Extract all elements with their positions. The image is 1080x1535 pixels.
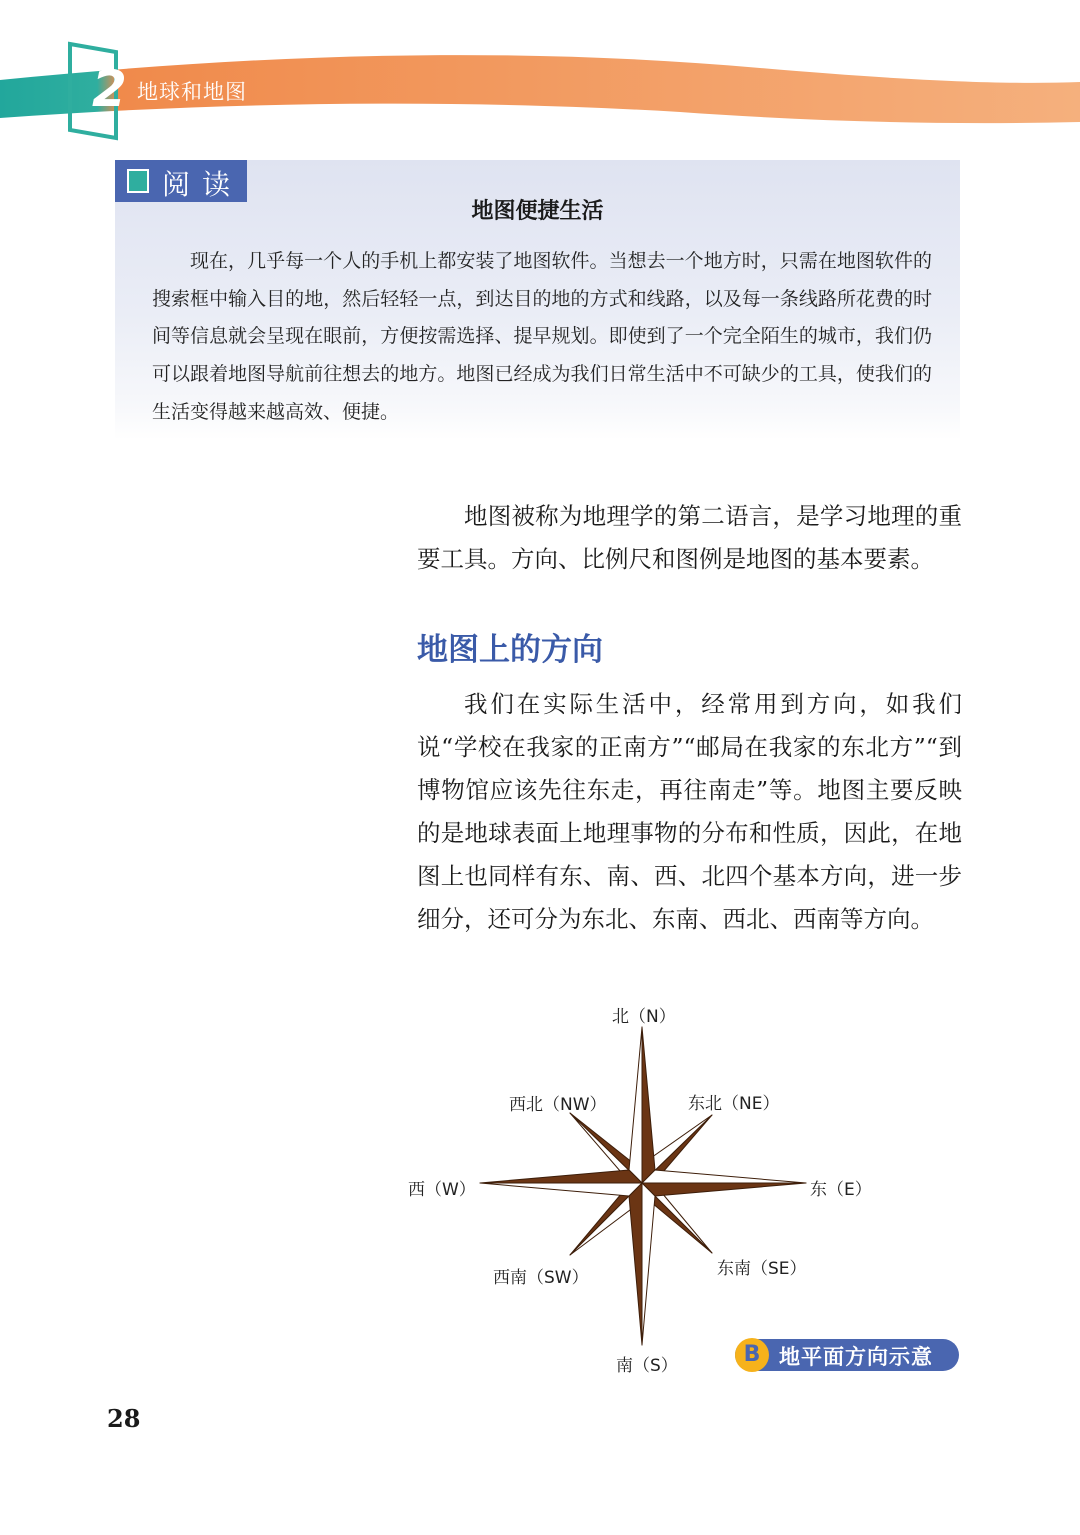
page-number: 28: [107, 1404, 141, 1433]
point-n-dark: [642, 1027, 655, 1183]
compass-rose: [400, 995, 900, 1385]
intro-paragraph: 地图被称为地理学的第二语言，是学习地理的重要工具。方向、比例尺和图例是地图的基本要素。: [417, 502, 962, 573]
figure-caption: [735, 1339, 959, 1371]
compass-label-se: 东南（SE）: [717, 1259, 807, 1279]
compass-cardinals: [480, 1027, 806, 1345]
compass-label-w: 西（W）: [408, 1180, 476, 1200]
point-s-light: [642, 1183, 655, 1345]
figure-caption-text: 地平面方向示意: [779, 1345, 933, 1369]
section-heading: 地图上的方向: [417, 632, 603, 668]
point-w-light: [480, 1183, 642, 1196]
compass-label-e: 东（E）: [810, 1180, 872, 1200]
reading-body: 现在，几乎每一个人的手机上都安装了地图软件。当想去一个地方时，只需在地图软件的搜索框中输入目的地，然后轻轻一点，到达目的地的方式和线路，以及每一条线路所花费的时间等信息就会呈现在眼前，方便按需选择、提早规划。即使到了一个完全陌生的城市，我们仍可以跟着地图导航前往想去的地方。地图已经成为我们日常生活中不可缺少的工具，使我们的生活变得越来越高效、便捷。: [152, 250, 932, 423]
chapter-title: 地球和地图: [137, 80, 247, 104]
book-icon: [127, 169, 149, 193]
point-s-dark: [629, 1183, 642, 1345]
compass-label-sw: 西南（SW）: [493, 1268, 589, 1288]
direction-paragraph: 我们在实际生活中，经常用到方向，如我们说“学校在我家的正南方”“邮局在我家的东北方”“到博物馆应该先往东走，再往南走”等。地图主要反映的是地球表面上地理事物的分布和性质，因此，在地图上也同样有东、南、西、北四个基本方向，进一步细分，还可分为东北、东南、西北、西南等方向。: [417, 690, 962, 933]
point-e-light: [642, 1170, 806, 1183]
compass-label-s: 南（S）: [616, 1356, 678, 1376]
reading-title: 地图便捷生活: [471, 199, 604, 224]
point-w-dark: [480, 1170, 642, 1183]
reading-tag-label: 阅读: [162, 168, 243, 201]
compass-label-ne: 东北（NE）: [688, 1094, 780, 1114]
figure-badge: B: [735, 1338, 769, 1372]
compass-label-n: 北（N）: [612, 1007, 676, 1027]
point-e-dark: [642, 1183, 806, 1196]
chapter-number: 2: [92, 60, 127, 118]
compass-label-nw: 西北（NW）: [509, 1095, 607, 1115]
point-n-light: [629, 1027, 642, 1183]
